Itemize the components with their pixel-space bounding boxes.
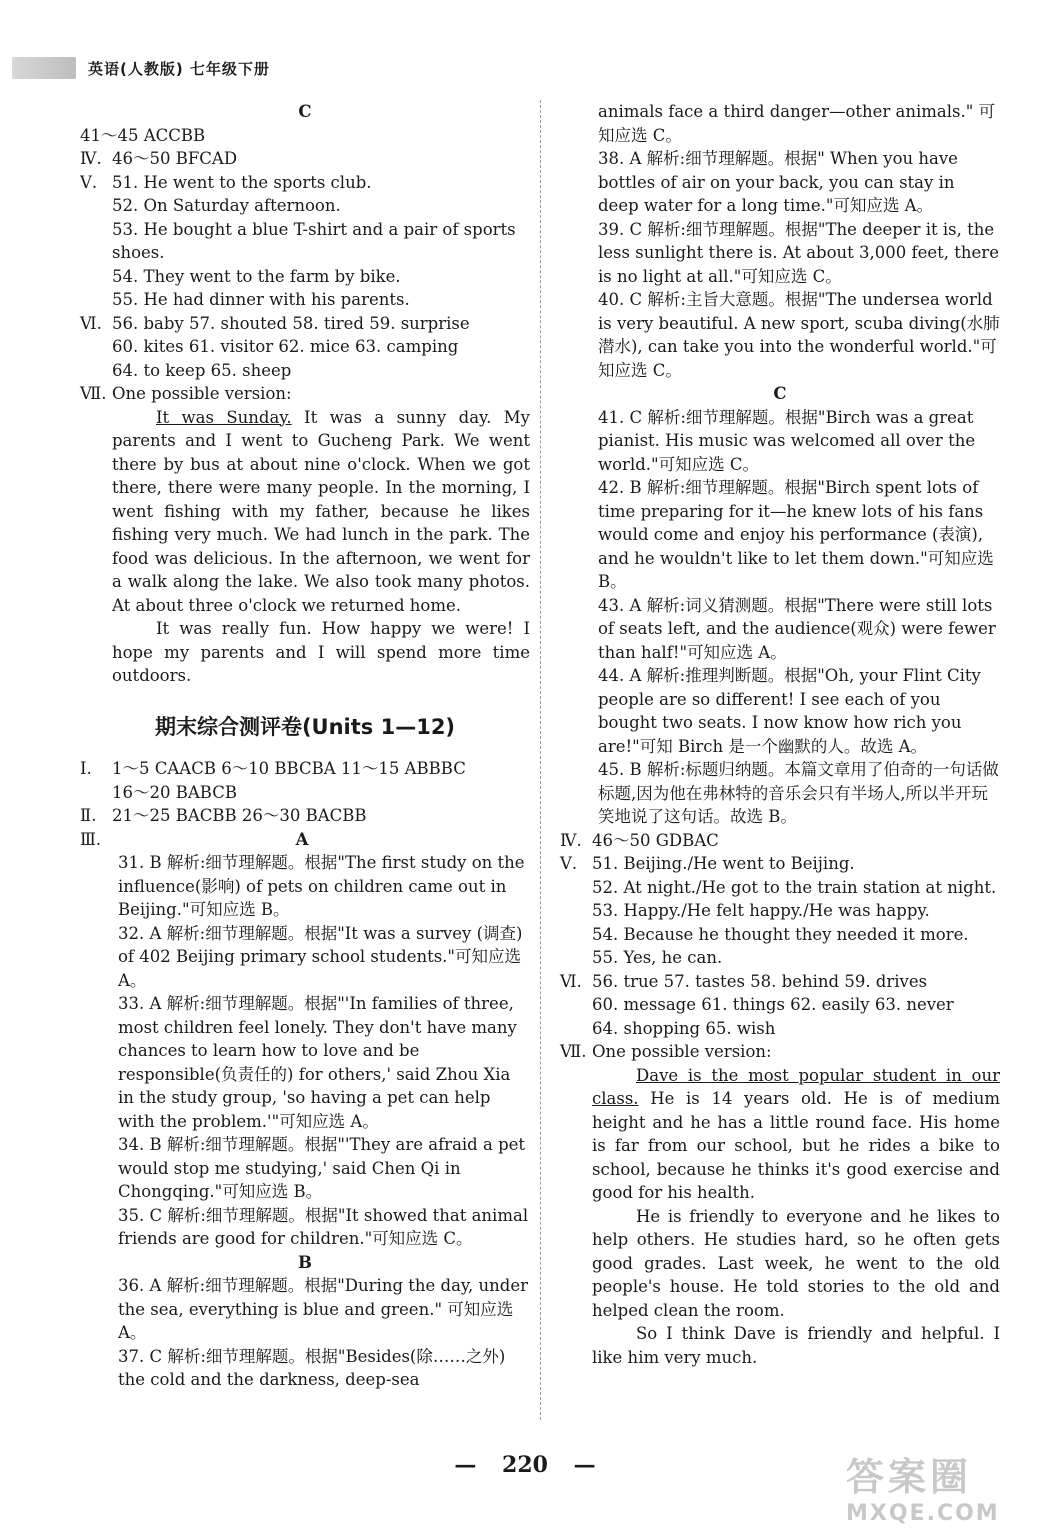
answer-31: 31. B 解析:细节理解题。根据"The first study on the influence(影响) of pets on children came out in Beijing."可知应选 B。 bbox=[118, 853, 525, 919]
answer-line: 60. message 61. things 62. easily 63. never bbox=[592, 995, 954, 1014]
answer-line: 55. Yes, he can. bbox=[592, 948, 723, 967]
part-vi: Ⅵ. 56. true 57. tastes 58. behind 59. drives bbox=[560, 971, 928, 991]
answer-40: 40. C 解析:主旨大意题。根据"The undersea world is very beautiful. A new sport, scuba diving(水肺潜水), can take you into the wonderful world."可知应选 C。 bbox=[598, 290, 1000, 380]
answer-37-continued: animals face a third danger—other animals." 可知应选 C。 bbox=[598, 102, 996, 145]
answer-38: 38. A 解析:细节理解题。根据" When you have bottles of air on your back, you can stay in deep water for a long time."可知应选 A。 bbox=[598, 149, 958, 215]
part-v-heading: Ⅴ. 51. He went to the sports club. bbox=[80, 172, 372, 192]
answer-line: 54. They went to the farm by bike. bbox=[112, 266, 401, 286]
essay-paragraph: Dave is the most popular student in our class. He is 14 years old. He is of medium height and he has a little round face. His home is far from our school, but he rides a bike to school, because he thinks it's good exercise and good for his health. He is friendly to everyone and he likes to help others. He studies hard, so he often gets good grades. Last week, he went to the old people's house. He told stories to the old and helped clean the room. So I think Dave is friendly and helpful. I like him very much. bbox=[592, 1065, 1000, 1367]
section-label-c: C bbox=[298, 102, 312, 121]
right-column bbox=[560, 100, 1000, 1369]
answer-line: 64. shopping 65. wish bbox=[592, 1018, 776, 1038]
header-title: 英语(人教版) 七年级下册 bbox=[88, 59, 270, 78]
answer-34: 34. B 解析:细节理解题。根据"'They are afraid a pet would stop me studying,' said Chen Qi in Chongqing."可知应选 B。 bbox=[118, 1135, 526, 1201]
answer-33: 33. A 解析:细节理解题。根据"'In families of three, most children feel lonely. They don't have many chances to learn how to love and be responsible(负责任的) for others,' said Zhou Xia in the study group, 'so having a pet can help with the problem.'"可知应选 A。 bbox=[118, 994, 517, 1131]
part-vii: Ⅶ. One possible version: bbox=[560, 1042, 772, 1061]
section-label-b: B bbox=[298, 1252, 312, 1272]
essay-opening: It was Sunday. bbox=[156, 407, 292, 427]
answer-line: 52. At night./He got to the train station at night. bbox=[592, 877, 997, 897]
part-iv: Ⅳ. 46～50 BFCAD bbox=[80, 149, 238, 168]
footer-dash-left: — bbox=[454, 1452, 477, 1478]
answer-line: 16～20 BABCB bbox=[112, 782, 237, 802]
part-i: Ⅰ. 1～5 CAACB 6～10 BBCBA 11～15 ABBBC bbox=[80, 759, 466, 778]
answer-42: 42. B 解析:细节理解题。根据"Birch spent lots of time preparing for it—he knew lots of his fans would come and enjoy his performance (表演), and he wouldn't like to let them down."可知应选 B。 bbox=[598, 478, 994, 591]
answer-43: 43. A 解析:词义猜测题。根据"There were still lots of seats left, and the audience(观众) were fewer than half!"可知应选 A。 bbox=[598, 595, 996, 662]
answer-line: 52. On Saturday afternoon. bbox=[112, 196, 341, 215]
essay-paragraph: It was Sunday. It was a sunny day. My parents and I went to Gucheng Park. We went there by bus at about nine o'clock. When we got there, there were many people. In the morning, I went fishing with my father, because he likes fishing very much. We had lunch in the park. The food was delicious. In the afternoon, we went for a walk along the lake. We also took many photos. At about three o'clock we returned home. It was really fun. How happy we were! I hope my parents and I will spend more time outdoors. bbox=[112, 407, 530, 685]
section-label-c: C bbox=[773, 384, 787, 403]
answer-39: 39. C 解析:细节理解题。根据"The deeper it is, the less sunlight there is. At about 3,000 feet, there is no light at all."可知应选 C。 bbox=[598, 219, 999, 286]
answer-line: 64. to keep 65. sheep bbox=[112, 360, 292, 380]
answer-37: 37. C 解析:细节理解题。根据"Besides(除……之外) the cold and the darkness, deep-sea bbox=[118, 1346, 506, 1389]
answer-44: 44. A 解析:推理判断题。根据"Oh, your Flint City people are so different! I see each of you bought two seats. I now know how rich you are!"可知 Birch 是一个幽默的人。故选 A。 bbox=[598, 666, 981, 756]
answer-line: 55. He had dinner with his parents. bbox=[112, 290, 410, 309]
part-iii: Ⅲ. A bbox=[80, 829, 309, 849]
column-divider bbox=[540, 100, 541, 1420]
answer-41: 41. C 解析:细节理解题。根据"Birch was a great pianist. His music was welcomed all over the world."可知应选 C。 bbox=[598, 407, 976, 474]
essay-opening: Dave is the most popular student in our class. bbox=[592, 1065, 1000, 1108]
part-vi: Ⅵ. 56. baby 57. shouted 58. tired 59. surprise bbox=[80, 313, 470, 333]
page-header bbox=[12, 54, 270, 82]
left-column bbox=[80, 100, 530, 1392]
answer-41-45: 41～45 ACCBB bbox=[80, 125, 206, 145]
answer-32: 32. A 解析:细节理解题。根据"It was a survey (调查) of 402 Beijing primary school students."可知应选 A。 bbox=[118, 923, 523, 990]
answer-line: 53. He bought a blue T-shirt and a pair of sports shoes. bbox=[112, 219, 516, 262]
answer-45: 45. B 解析:标题归纳题。本篇文章用了伯奇的一句话做标题,因为他在弗林特的音乐会只有半场人,所以半开玩笑地说了这句话。故选 B。 bbox=[598, 760, 999, 826]
answer-35: 35. C 解析:细节理解题。根据"It showed that animal friends are good for children."可知应选 C。 bbox=[118, 1205, 529, 1248]
answer-line: 60. kites 61. visitor 62. mice 63. camping bbox=[112, 337, 459, 356]
part-ii: Ⅱ. 21～25 BACBB 26～30 BACBB bbox=[80, 806, 367, 825]
answer-line: 54. Because he thought they needed it more. bbox=[592, 924, 969, 944]
watermark-logo: 答案圈 MXQE.COM bbox=[846, 1455, 1000, 1526]
header-decoration bbox=[12, 57, 76, 79]
footer-dash-right: — bbox=[573, 1452, 596, 1478]
part-vii: Ⅶ. One possible version: bbox=[80, 384, 292, 403]
part-iv: Ⅳ. 46～50 GDBAC bbox=[560, 830, 719, 850]
part-v-heading: Ⅴ. 51. Beijing./He went to Beijing. bbox=[560, 854, 855, 873]
answer-36: 36. A 解析:细节理解题。根据"During the day, under the sea, everything is blue and green." 可知应选 A。 bbox=[118, 1276, 529, 1342]
page-number: 220 bbox=[502, 1452, 548, 1478]
answer-line: 53. Happy./He felt happy./He was happy. bbox=[592, 901, 930, 920]
section-title: 期末综合测评卷(Units 1—12) bbox=[154, 714, 456, 739]
